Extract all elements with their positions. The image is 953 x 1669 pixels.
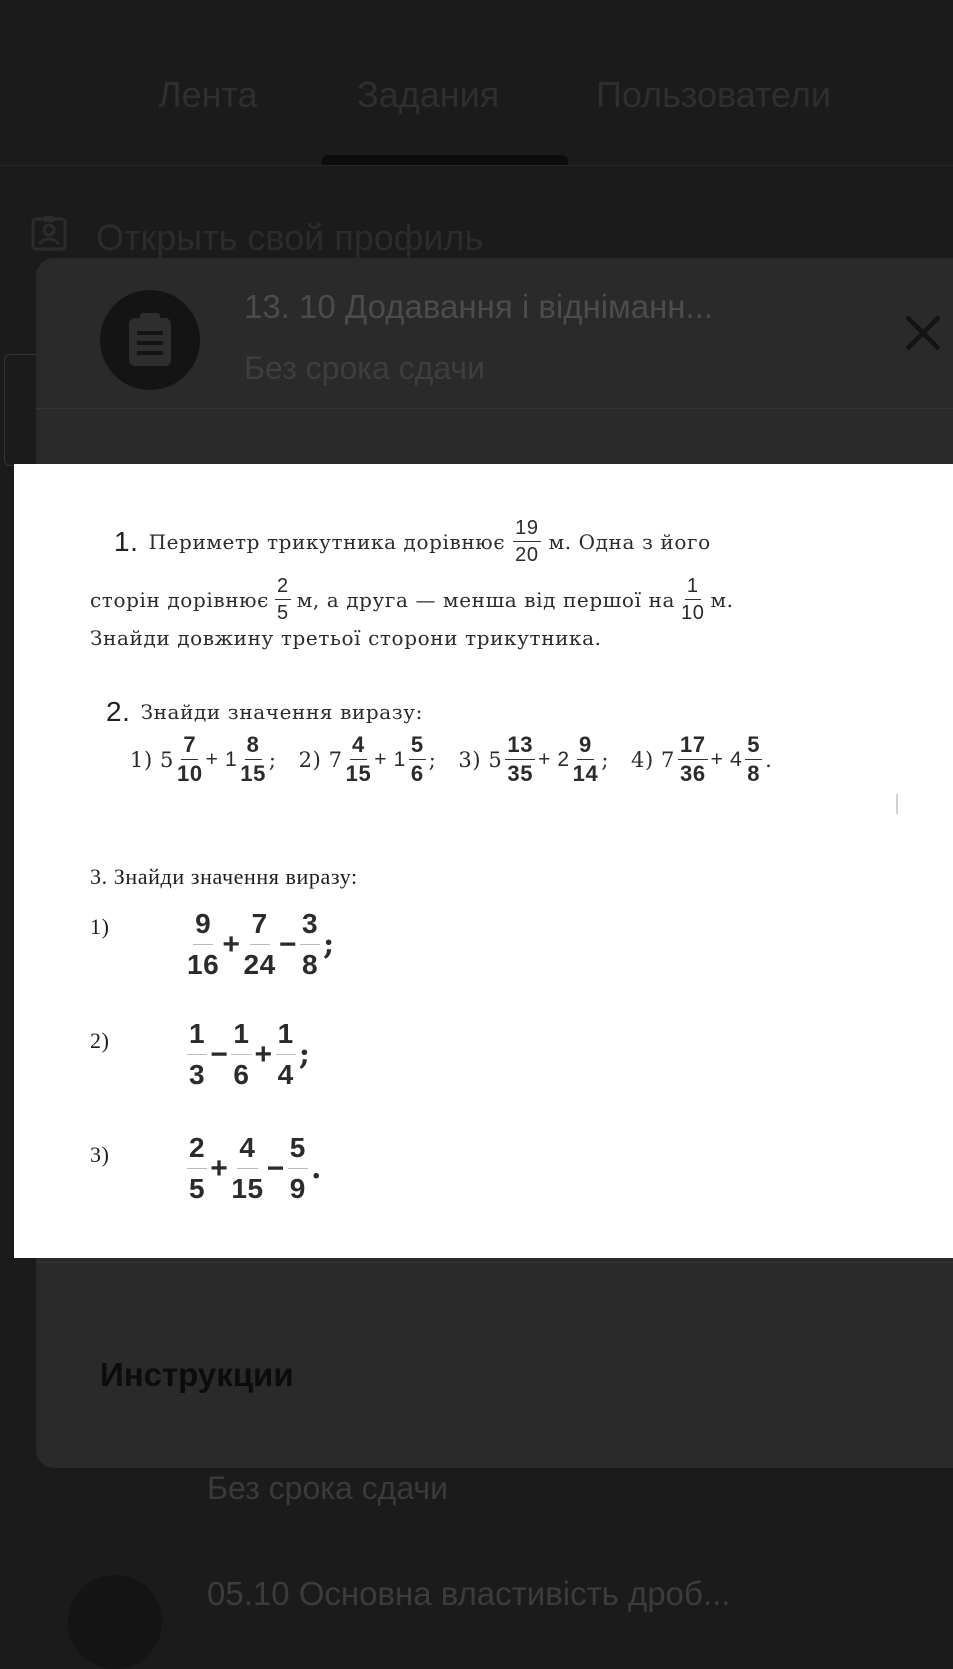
attached-image[interactable] (14, 464, 953, 1258)
open-profile-label: Открыть свой профиль (96, 216, 484, 258)
expression-3: 3) 5 $\frac{13}{35}$ + 2 $\frac{9}{14}$ ; (458, 732, 609, 786)
active-tab-indicator (322, 155, 568, 165)
divider (36, 1262, 953, 1263)
fraction: $\frac{1}{10}$ (680, 575, 705, 624)
problem-number: 1. (114, 525, 139, 557)
list-item-title[interactable]: 05.10 Основна властивість дроб... (207, 1575, 731, 1612)
problem-text: м, а друга — менша від першої на (296, 587, 675, 612)
due-date: Без срока сдачи (244, 350, 485, 386)
fraction: $\frac{2}{5}$ (276, 575, 289, 624)
clipboard-icon (100, 290, 200, 390)
problem-text: сторін дорівнює (90, 587, 269, 612)
tab-users[interactable]: Пользователи (596, 74, 831, 115)
problem-text: Периметр трикутника дорівнює (148, 529, 506, 554)
problem-text: м. Одна з його (548, 529, 711, 554)
tab-bar (0, 0, 953, 166)
close-icon[interactable] (896, 306, 950, 360)
badge-icon (30, 214, 68, 261)
problem-3-expression-2: $\frac{1}{3}$ − $\frac{1}{6}$ + $\frac{1}{4}$ ; (189, 1018, 311, 1090)
problem-text: Знайди значення виразу: (140, 700, 423, 724)
divider (896, 794, 898, 814)
problem-number: 2. (106, 696, 131, 727)
assignment-title: 13. 10 Додавання і відніманн... (244, 288, 714, 325)
tab-feed[interactable]: Лента (158, 74, 258, 115)
problem-3-heading: 3. Знайди значення виразу: (90, 864, 358, 889)
problem-3-item-2-label: 2) (90, 1028, 110, 1053)
divider (36, 408, 953, 409)
problem-2-expressions (130, 734, 772, 785)
instructions-heading: Инструкции (100, 1356, 294, 1393)
problem-2-heading (106, 696, 423, 728)
expression-1: 1) 5 $\frac{7}{10}$ + 1 $\frac{8}{15}$ ; (130, 732, 277, 786)
tab-assignments[interactable]: Задания (357, 74, 500, 115)
fraction: $\frac{19}{20}$ (515, 517, 539, 566)
expression-2: 2) 7 $\frac{4}{15}$ + 1 $\frac{5}{6}$ ; (298, 732, 437, 786)
problem-3-expression-1: $\frac{9}{16}$ + $\frac{7}{24}$ − $\frac{3}{8}$ ; (187, 908, 335, 980)
list-item-icon (68, 1575, 162, 1669)
list-item-subtitle: Без срока сдачи (207, 1470, 448, 1506)
problem-1-line-3: Знайди довжину третьої сторони трикутника. (90, 626, 602, 650)
problem-3-item-3-label: 3) (90, 1142, 110, 1167)
problem-text: м. (710, 587, 734, 612)
open-profile-link[interactable] (30, 214, 483, 261)
expression-4: 4) 7 $\frac{17}{36}$ + 4 $\frac{5}{8}$ . (631, 732, 773, 786)
problem-1-line-1 (114, 518, 711, 565)
problem-1-line-2 (90, 576, 734, 623)
problem-3-item-1-label: 1) (90, 914, 110, 939)
problem-3-expression-3: $\frac{2}{5}$ + $\frac{4}{15}$ − $\frac{5}{9}$ . (189, 1132, 323, 1204)
card-edge (4, 354, 37, 466)
